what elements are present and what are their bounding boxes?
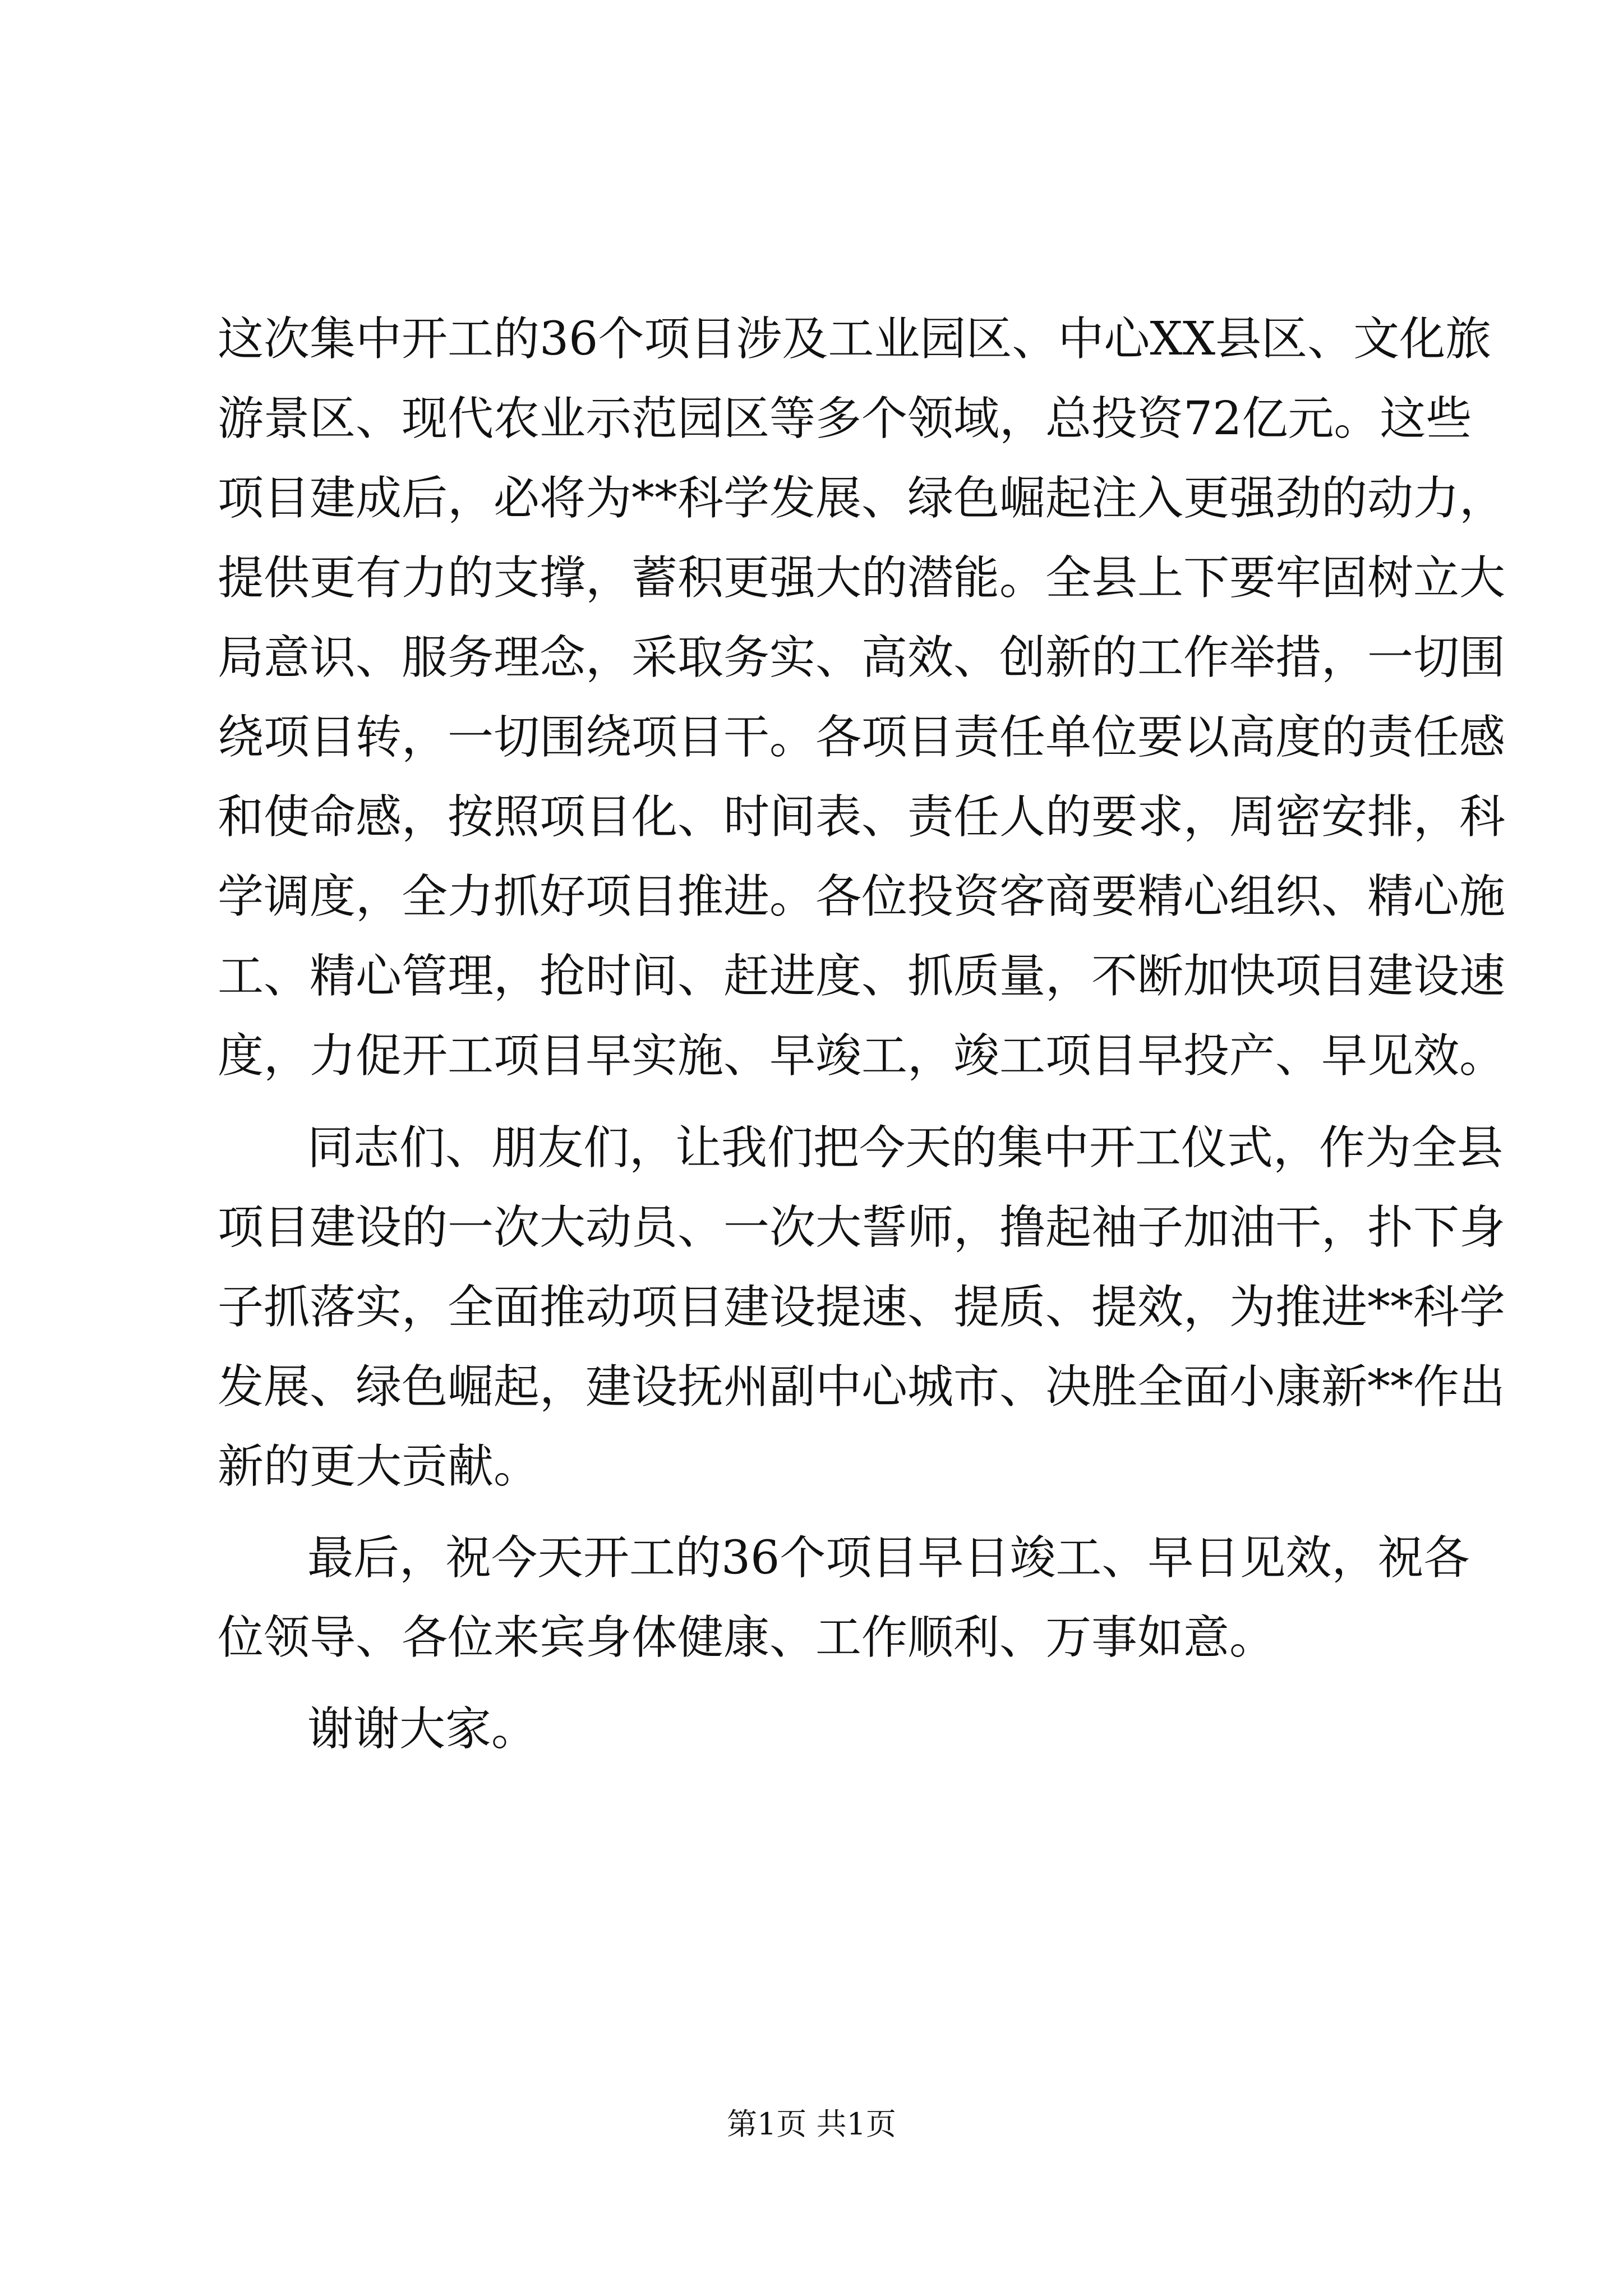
paragraph-line: 新的更大贡献。: [218, 1440, 540, 1493]
paragraph-line: 发展、绿色崛起，建设抚州副中心城市、决胜全面小康新**作出: [218, 1360, 1506, 1414]
paragraph-line: 这次集中开工的36个项目涉及工业园区、中心XX县区、文化旅: [218, 312, 1492, 366]
paragraph-line: 位领导、各位来宾身体健康、工作顺利、万事如意。: [218, 1611, 1276, 1664]
paragraph-line: 学调度，全力抓好项目推进。各位投资客商要精心组织、精心施: [218, 870, 1506, 923]
paragraph-line: 项目建成后，必将为**科学发展、绿色崛起注入更强劲的动力，: [218, 472, 1506, 525]
paragraph-line: 提供更有力的支撑，蓄积更强大的潜能。全县上下要牢固树立大: [218, 551, 1506, 605]
paragraph-line: 和使命感，按照项目化、时间表、责任人的要求，周密安排，科: [218, 790, 1506, 844]
paragraph-line: 局意识、服务理念，采取务实、高效、创新的工作举措，一切围: [218, 631, 1506, 684]
paragraph-line: 游景区、现代农业示范园区等多个领域，总投资72亿元。这些: [218, 392, 1472, 445]
paragraph-line: 工、精心管理，抢时间、赶进度、抓质量，不断加快项目建设速: [218, 950, 1506, 1003]
paragraph-line: 项目建设的一次大动员、一次大誓师，撸起袖子加油干，扑下身: [218, 1201, 1506, 1254]
paragraph-line: 同志们、朋友们，让我们把今天的集中开工仪式，作为全县: [307, 1121, 1504, 1175]
paragraph-line: 谢谢大家。: [307, 1703, 538, 1756]
paragraph-line: 度，力促开工项目早实施、早竣工，竣工项目早投产、早见效。: [218, 1029, 1506, 1083]
paragraph-line: 绕项目转，一切围绕项目干。各项目责任单位要以高度的责任感: [218, 711, 1506, 764]
paragraph-line: 子抓落实，全面推动项目建设提速、提质、提效，为推进**科学: [218, 1281, 1506, 1334]
paragraph-line: 最后，祝今天开工的36个项目早日竣工、早日见效，祝各: [307, 1531, 1470, 1585]
page-footer: 第1页 共1页: [727, 2106, 896, 2142]
